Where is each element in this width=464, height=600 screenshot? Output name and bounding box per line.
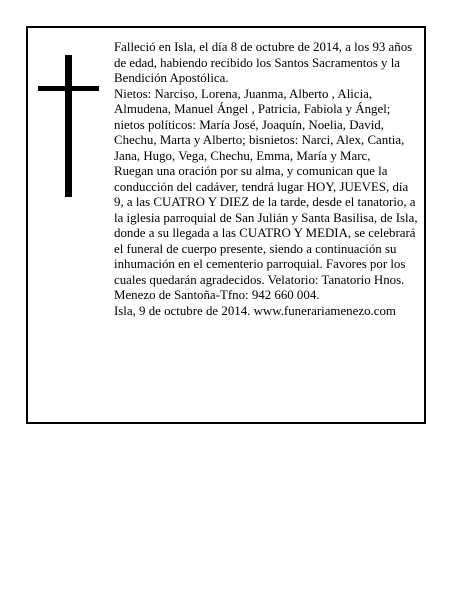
obituary-text <box>114 40 418 319</box>
cross-horizontal-bar <box>38 86 99 91</box>
date-and-website: Isla, 9 de octubre de 2014. www.funerariamenezo.com <box>114 303 396 318</box>
cross-vertical-bar <box>65 55 72 197</box>
death-announcement: Falleció en Isla, el día 8 de octubre de 2014, a los 93 años de edad, habiendo recibido los Santos Sacramentos y la Bendición Apostólica. <box>114 40 413 85</box>
relatives-list: Nietos: Narciso, Lorena, Juanma, Alberto , Alicia, Almudena, Manuel Ángel , Patricia, Fabiola y Ángel; nietos políticos: María José, Joaquín, Noelia, David, Chechu, Marta y Alberto; bisnietos: Narci, Alex, Cantia, Jana, Hugo, Vega, Chechu, Emma, María y Marc, <box>114 86 405 163</box>
obituary-notice <box>26 26 426 424</box>
funeral-details: Ruegan una oración por su alma, y comunican que la conducción del cadáver, tendrá lugar HOY, JUEVES, día 9, a las CUATRO Y DIEZ de la tarde, desde el tanatorio, a la iglesia parroquial de San Julián y Santa Basilisa, de Isla, donde a su llegada a las CUATRO Y MEDIA, se celebrará el funeral de cuerpo presente, siendo a continuación su inhumación en el cementerio parroquial. Favores por los cuales quedarán agradecidos. Velatorio: Tanatorio Hnos. Menezo de Santoña-Tfno: 942 660 004. <box>114 164 418 302</box>
